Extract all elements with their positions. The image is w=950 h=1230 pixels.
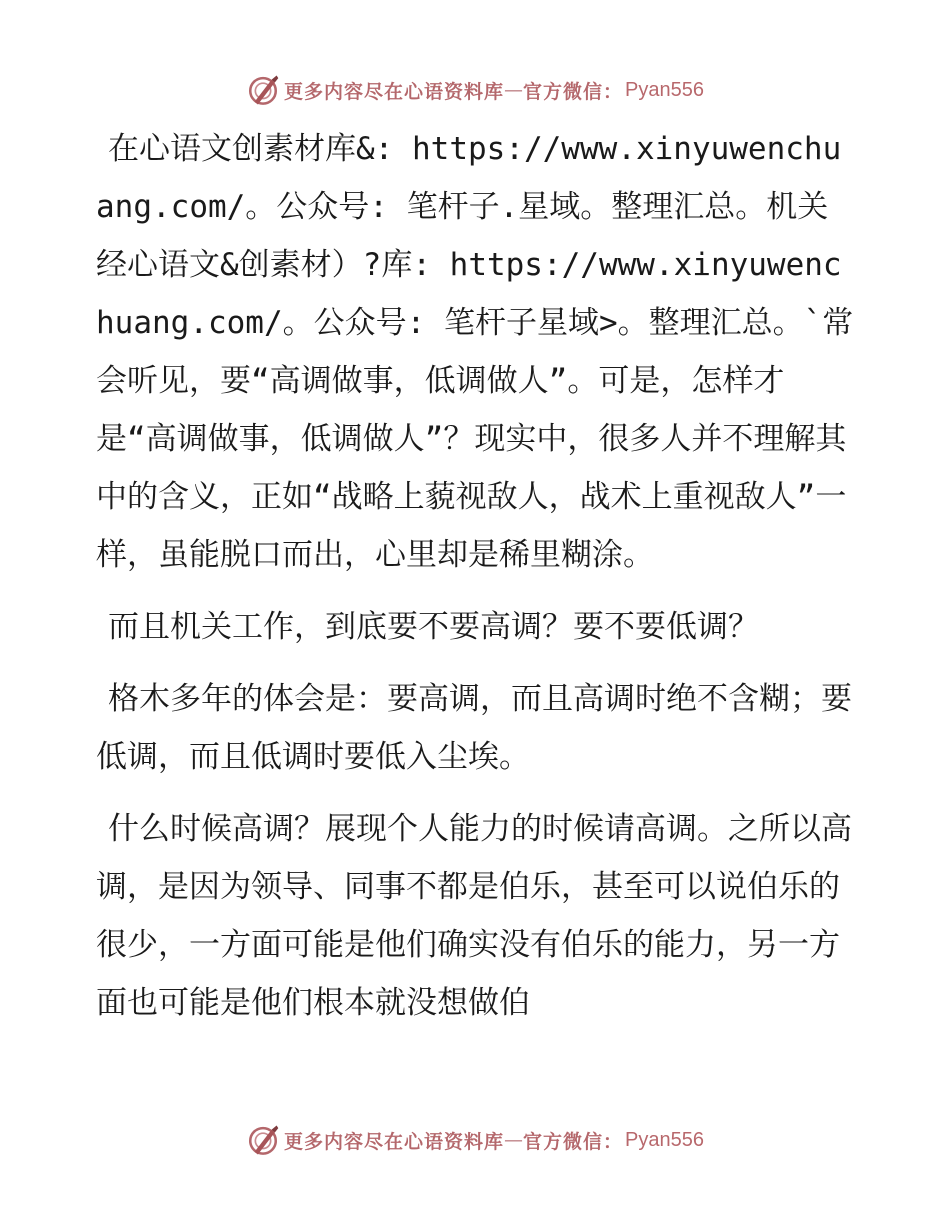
paragraph-1: 在心语文创素材库&: https://www.xinyuwenchuang.com/。公众号: 笔杆子.星域。整理汇总。机关经心语文&创素材）?库: https://www.xinyuwenchuang.com/。公众号: 笔杆子星域>。整理汇总。`常会听见，要“高调做事，低调做人”。可是，怎样才是“高调做事，低调做人”？现实中，很多人并不理解其中的含义，正如“战略上藐视敌人，战术上重视敌人”一样，虽能脱口而出，心里却是稀里糊涂。 <box>96 131 854 573</box>
paragraph-4: 什么时候高调？展现个人能力的时候请高调。之所以高调，是因为领导、同事不都是伯乐，甚至可以说伯乐的很少，一方面可能是他们确实没有伯乐的能力，另一方面也可能是他们根本就没想做伯 <box>96 811 852 1021</box>
header-wechat-id: Pyan556 <box>625 78 704 101</box>
pen-logo-icon <box>246 1123 280 1157</box>
pen-logo-icon <box>246 73 280 107</box>
footer-wechat-id: Pyan556 <box>625 1128 704 1151</box>
footer-separator: — <box>504 1129 524 1151</box>
header-site-text: 更多内容尽在心语资料库 <box>284 80 505 103</box>
header-separator: — <box>504 79 524 101</box>
footer-site-text: 更多内容尽在心语资料库 <box>284 1130 505 1153</box>
document-body <box>96 120 856 1046</box>
footer-wechat-label: 官方微信： <box>523 1130 624 1153</box>
footer-banner <box>0 1122 950 1158</box>
paragraph-3: 格木多年的体会是：要高调，而且高调时绝不含糊；要低调，而且低调时要低入尘埃。 <box>96 681 852 775</box>
header-banner <box>0 72 950 108</box>
header-wechat-label: 官方微信： <box>523 80 624 103</box>
paragraph-2: 而且机关工作，到底要不要高调？要不要低调？ <box>108 609 759 645</box>
